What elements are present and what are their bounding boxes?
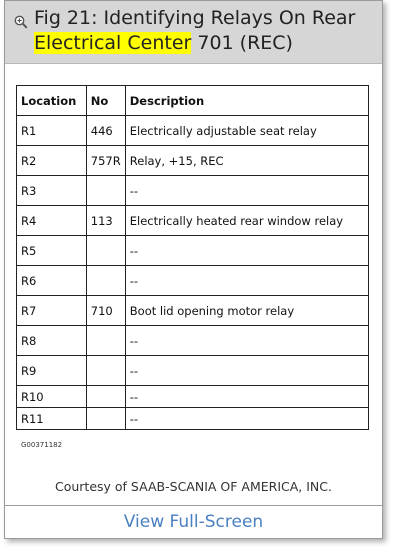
view-fullscreen-link[interactable]: View Full-Screen — [123, 512, 264, 532]
figure-image[interactable] — [16, 85, 368, 455]
cell-description: -- — [125, 236, 368, 266]
table-row — [17, 236, 369, 266]
cell-location: R7 — [17, 296, 87, 326]
column-header-description: Description — [125, 86, 368, 116]
cell-location: R1 — [17, 116, 87, 146]
cell-location: R9 — [17, 356, 87, 386]
cell-description: -- — [125, 408, 368, 430]
cell-location: R10 — [17, 386, 87, 408]
table-row — [17, 386, 369, 408]
cell-no — [86, 356, 125, 386]
cell-location: R8 — [17, 326, 87, 356]
table-row — [17, 266, 369, 296]
cell-no: 113 — [86, 206, 125, 236]
cell-description: -- — [125, 176, 368, 206]
figure-id: G00371182 — [21, 441, 63, 449]
table-row — [17, 206, 369, 236]
cell-description: -- — [125, 356, 368, 386]
magnify-plus-icon[interactable] — [14, 14, 28, 28]
cell-description: -- — [125, 386, 368, 408]
column-header-no: No — [86, 86, 125, 116]
figure-title-prefix: Fig 21: Identifying Relays On Rear — [34, 7, 356, 29]
cell-no: 446 — [86, 116, 125, 146]
divider — [5, 505, 382, 506]
cell-no — [86, 266, 125, 296]
column-header-location: Location — [17, 86, 87, 116]
cell-location: R5 — [17, 236, 87, 266]
cell-location: R4 — [17, 206, 87, 236]
cell-no — [86, 176, 125, 206]
table-row — [17, 176, 369, 206]
cell-description: -- — [125, 266, 368, 296]
cell-location: R2 — [17, 146, 87, 176]
figure-title-suffix: 701 (REC) — [191, 32, 293, 54]
table-row — [17, 146, 369, 176]
cell-description: -- — [125, 326, 368, 356]
cell-no: 757R — [86, 146, 125, 176]
table-row — [17, 326, 369, 356]
relay-table — [16, 85, 369, 430]
figure-title — [34, 6, 379, 56]
cell-description: Relay, +15, REC — [125, 146, 368, 176]
table-header-row — [17, 86, 369, 116]
cell-description: Electrically heated rear window relay — [125, 206, 368, 236]
cell-location: R3 — [17, 176, 87, 206]
figure-header — [5, 1, 382, 64]
cell-no — [86, 408, 125, 430]
cell-no — [86, 326, 125, 356]
cell-no: 710 — [86, 296, 125, 326]
table-row — [17, 408, 369, 430]
cell-description: Electrically adjustable seat relay — [125, 116, 368, 146]
cell-location: R6 — [17, 266, 87, 296]
table-row — [17, 116, 369, 146]
figure-card — [4, 0, 383, 539]
cell-no — [86, 236, 125, 266]
table-row — [17, 356, 369, 386]
cell-location: R11 — [17, 408, 87, 430]
table-row — [17, 296, 369, 326]
courtesy-caption: Courtesy of SAAB-SCANIA OF AMERICA, INC. — [55, 479, 332, 494]
cell-no — [86, 386, 125, 408]
figure-title-highlight: Electrical Center — [34, 32, 192, 54]
cell-description: Boot lid opening motor relay — [125, 296, 368, 326]
